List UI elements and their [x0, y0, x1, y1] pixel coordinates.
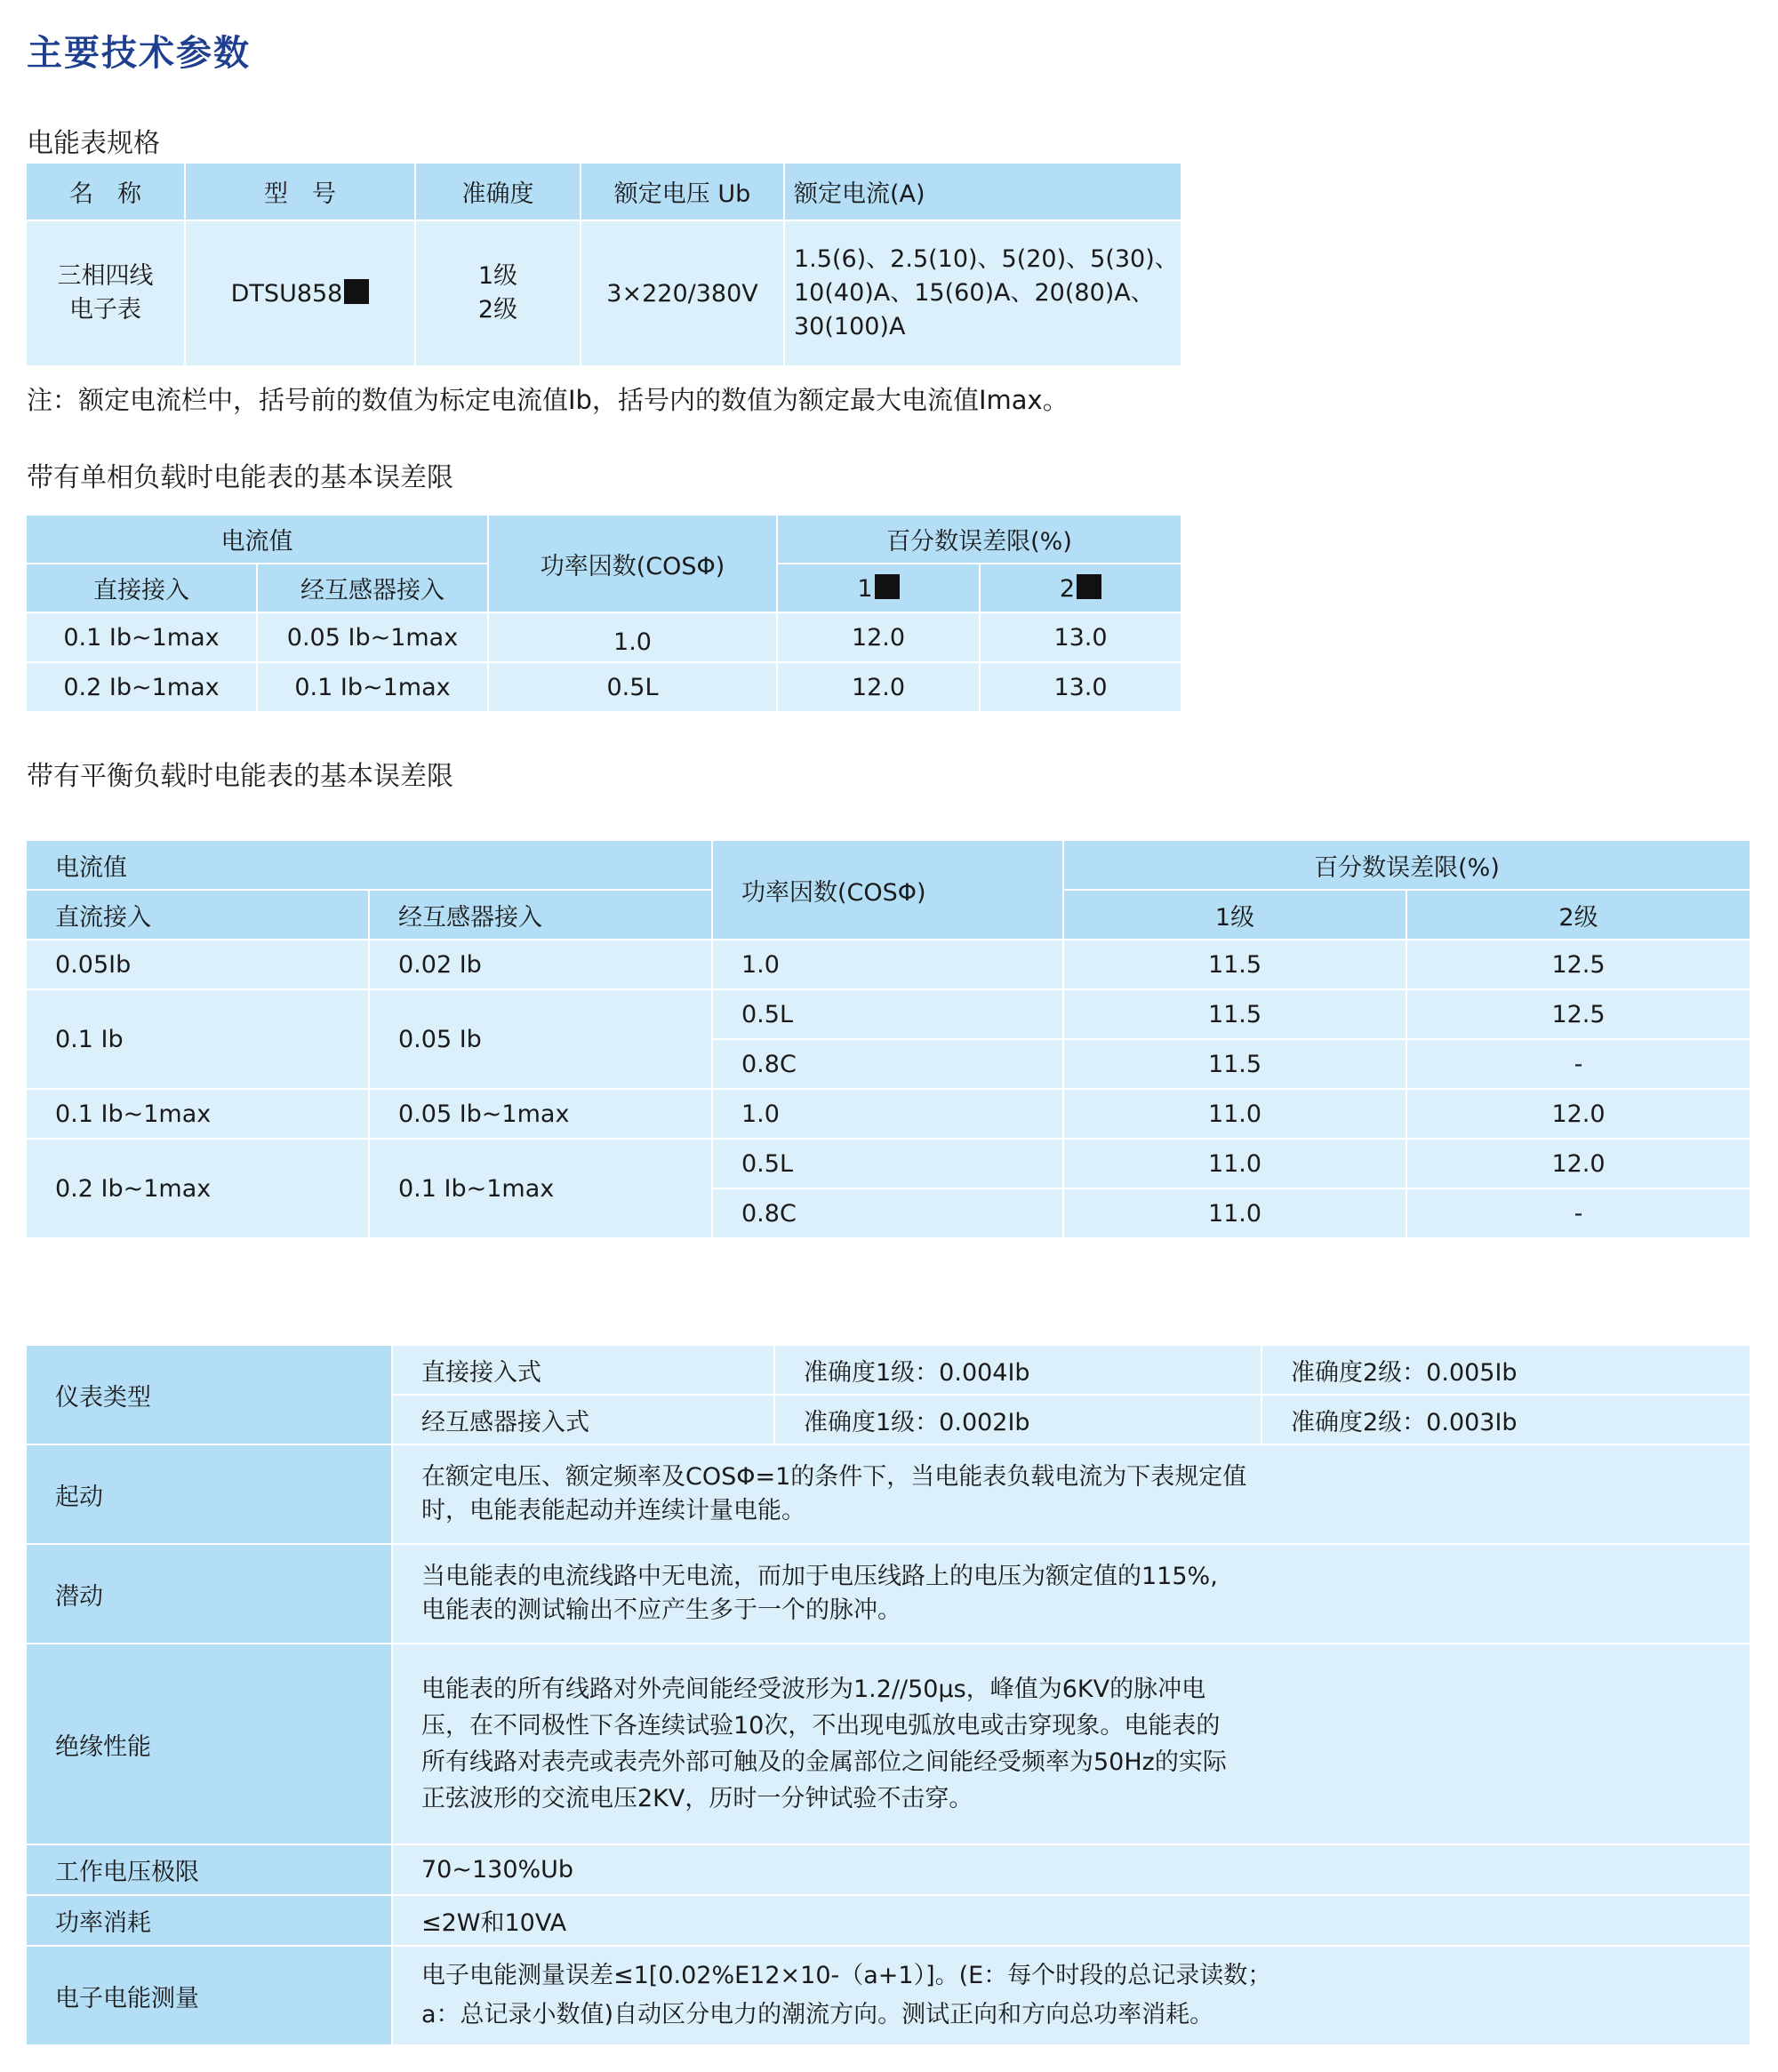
insulation-line4: 正弦波形的交流电压2KV，历时一分钟试验不击穿。	[421, 1785, 973, 1812]
balanced-section-title: 带有平衡负载时电能表的基本误差限	[27, 761, 453, 792]
balanced-trans: 0.05 Ib~1max	[369, 1089, 712, 1139]
header-voltage: 额定电压 Ub	[581, 163, 784, 220]
spec-note: 注：额定电流栏中，括号前的数值为标定电流值Ib，括号内的数值为额定最大电流值Imax。	[27, 385, 1069, 415]
single-header-row1	[26, 515, 1181, 564]
meter-model	[185, 220, 415, 366]
spec-table	[25, 162, 1182, 367]
creep-value	[392, 1544, 1750, 1644]
insulation-label: 绝缘性能	[26, 1644, 392, 1844]
balanced-c1: 11.0	[1063, 1188, 1406, 1238]
single-table	[25, 514, 1182, 713]
spec-section-title: 电能表规格	[27, 128, 160, 159]
balanced-trans: 0.05 Ib	[369, 989, 712, 1089]
creep-label: 潜动	[26, 1544, 392, 1644]
redacted-mark	[1077, 574, 1101, 599]
measurement-line2: a：总记录小数值)自动区分电力的潮流方向。测试正向和方向总功率消耗。	[421, 2001, 1214, 2028]
insulation-value	[392, 1644, 1750, 1844]
balanced-direct-header: 直流接入	[26, 890, 369, 940]
balanced-table	[25, 839, 1751, 1239]
balanced-trans: 0.02 Ib	[369, 940, 712, 989]
balanced-c1: 11.5	[1063, 940, 1406, 989]
balanced-direct: 0.2 Ib~1max	[26, 1139, 369, 1238]
balanced-current-header: 电流值	[26, 840, 712, 890]
redacted-mark	[344, 279, 369, 304]
single-current-header: 电流值	[26, 515, 488, 564]
balanced-c1: 11.0	[1063, 1139, 1406, 1188]
table-row	[26, 1946, 1750, 2045]
balanced-header-row1	[26, 840, 1750, 890]
start-value	[392, 1444, 1750, 1544]
class1-text: 1	[857, 574, 873, 603]
meter-voltage: 3×220/380V	[581, 220, 784, 366]
table-row	[26, 1444, 1750, 1544]
power-label: 功率消耗	[26, 1895, 392, 1946]
meter-current	[784, 220, 1181, 366]
balanced-pf: 0.8C	[712, 1188, 1063, 1238]
meter-accuracy	[415, 220, 581, 366]
balanced-c2: 12.0	[1406, 1089, 1750, 1139]
header-name: 名 称	[26, 163, 185, 220]
spec-header-row	[26, 163, 1181, 220]
meter-name-line1: 三相四线	[57, 262, 154, 290]
single-c1: 12.0	[777, 662, 980, 712]
meter-type-label: 仪表类型	[26, 1345, 392, 1444]
start-label: 起动	[26, 1444, 392, 1544]
table-row	[26, 1544, 1750, 1644]
balanced-direct: 0.1 Ib~1max	[26, 1089, 369, 1139]
insulation-line3: 所有线路对表壳或表壳外部可触及的金属部位之间能经受频率为50Hz的实际	[421, 1748, 1227, 1776]
current-line3: 30(100)A	[794, 313, 906, 340]
direct-class2: 准确度2级：0.005Ib	[1261, 1345, 1750, 1395]
params-table	[25, 1344, 1751, 2046]
single-pf: 1.0	[488, 612, 777, 662]
table-row	[26, 1895, 1750, 1946]
single-direct: 0.2 Ib~1max	[26, 662, 257, 712]
measurement-line1: 电子电能测量误差≤1[0.02%E12×10-（a+1）]。(E：每个时段的总记录读数；	[421, 1962, 1272, 1989]
spec-data-row	[26, 220, 1181, 366]
table-row	[26, 1644, 1750, 1844]
start-line2: 时，电能表能起动并连续计量电能。	[421, 1497, 805, 1524]
single-trans-header: 经互感器接入	[257, 564, 488, 612]
page-title: 主要技术参数	[27, 33, 251, 74]
balanced-class1-header: 1级	[1063, 890, 1406, 940]
table-row	[26, 989, 1750, 1039]
voltage-limit-value: 70~130%Ub	[392, 1844, 1750, 1895]
current-line2: 10(40)A、15(60)A、20(80)A、	[794, 279, 1155, 307]
single-pf: 0.5L	[488, 662, 777, 712]
table-row	[26, 1844, 1750, 1895]
insulation-line2: 压，在不同极性下各连续试验10次，不出现电弧放电或击穿现象。电能表的	[421, 1712, 1221, 1740]
accuracy-line1: 1级	[477, 262, 518, 290]
single-direct-header: 直接接入	[26, 564, 257, 612]
single-err-header: 百分数误差限(%)	[777, 515, 1181, 564]
current-line1: 1.5(6)、2.5(10)、5(20)、5(30)、	[794, 245, 1179, 273]
table-row	[26, 940, 1750, 989]
balanced-trans: 0.1 Ib~1max	[369, 1139, 712, 1238]
balanced-c2: 12.0	[1406, 1139, 1750, 1188]
balanced-pf: 0.8C	[712, 1039, 1063, 1089]
balanced-direct: 0.05Ib	[26, 940, 369, 989]
single-c2: 13.0	[980, 662, 1181, 712]
measurement-value	[392, 1946, 1750, 2045]
header-accuracy: 准确度	[415, 163, 581, 220]
single-class2-header	[980, 564, 1181, 612]
measurement-label: 电子电能测量	[26, 1946, 392, 2045]
single-c1: 12.0	[777, 612, 980, 662]
balanced-pf: 1.0	[712, 940, 1063, 989]
balanced-direct: 0.1 Ib	[26, 989, 369, 1089]
creep-line1: 当电能表的电流线路中无电流，而加于电压线路上的电压为额定值的115%,	[421, 1563, 1218, 1590]
balanced-pf: 0.5L	[712, 1139, 1063, 1188]
balanced-pf-header: 功率因数(COSΦ)	[712, 840, 1063, 940]
table-row	[26, 1345, 1750, 1395]
model-text: DTSU858	[230, 280, 343, 308]
balanced-c2: 12.5	[1406, 940, 1750, 989]
single-trans: 0.05 Ib~1max	[257, 612, 488, 662]
start-line1: 在额定电压、额定频率及COSΦ=1的条件下，当电能表负载电流为下表规定值	[421, 1463, 1247, 1491]
balanced-c1: 11.0	[1063, 1089, 1406, 1139]
meter-name	[26, 220, 185, 366]
balanced-trans-header: 经互感器接入	[369, 890, 712, 940]
single-class1-header	[777, 564, 980, 612]
header-model: 型 号	[185, 163, 415, 220]
balanced-c2: -	[1406, 1188, 1750, 1238]
table-row	[26, 1139, 1750, 1188]
balanced-c1: 11.5	[1063, 989, 1406, 1039]
balanced-c2: 12.5	[1406, 989, 1750, 1039]
redacted-mark	[875, 574, 900, 599]
direct-type: 直接接入式	[392, 1345, 774, 1395]
single-pf-header: 功率因数(COSΦ)	[488, 515, 777, 612]
balanced-pf: 0.5L	[712, 989, 1063, 1039]
balanced-c2: -	[1406, 1039, 1750, 1089]
single-direct: 0.1 Ib~1max	[26, 612, 257, 662]
balanced-c1: 11.5	[1063, 1039, 1406, 1089]
balanced-pf: 1.0	[712, 1089, 1063, 1139]
trans-class2: 准确度2级：0.003Ib	[1261, 1395, 1750, 1444]
insulation-line1: 电能表的所有线路对外壳间能经受波形为1.2//50μs，峰值为6KV的脉冲电	[421, 1676, 1206, 1703]
accuracy-line2: 2级	[477, 296, 518, 324]
trans-type: 经互感器接入式	[392, 1395, 774, 1444]
balanced-err-header: 百分数误差限(%)	[1063, 840, 1750, 890]
single-c2: 13.0	[980, 612, 1181, 662]
class2-text: 2	[1059, 574, 1076, 603]
creep-line2: 电能表的测试输出不应产生多于一个的脉冲。	[421, 1596, 901, 1624]
single-section-title: 带有单相负载时电能表的基本误差限	[27, 462, 453, 493]
table-row	[26, 662, 1181, 712]
table-row	[26, 612, 1181, 662]
meter-name-line2: 电子表	[69, 296, 141, 324]
power-value: ≤2W和10VA	[392, 1895, 1750, 1946]
trans-class1: 准确度1级：0.002Ib	[774, 1395, 1261, 1444]
balanced-class2-header: 2级	[1406, 890, 1750, 940]
direct-class1: 准确度1级：0.004Ib	[774, 1345, 1261, 1395]
table-row	[26, 1089, 1750, 1139]
single-trans: 0.1 Ib~1max	[257, 662, 488, 712]
voltage-limit-label: 工作电压极限	[26, 1844, 392, 1895]
header-current: 额定电流(A)	[784, 163, 1181, 220]
